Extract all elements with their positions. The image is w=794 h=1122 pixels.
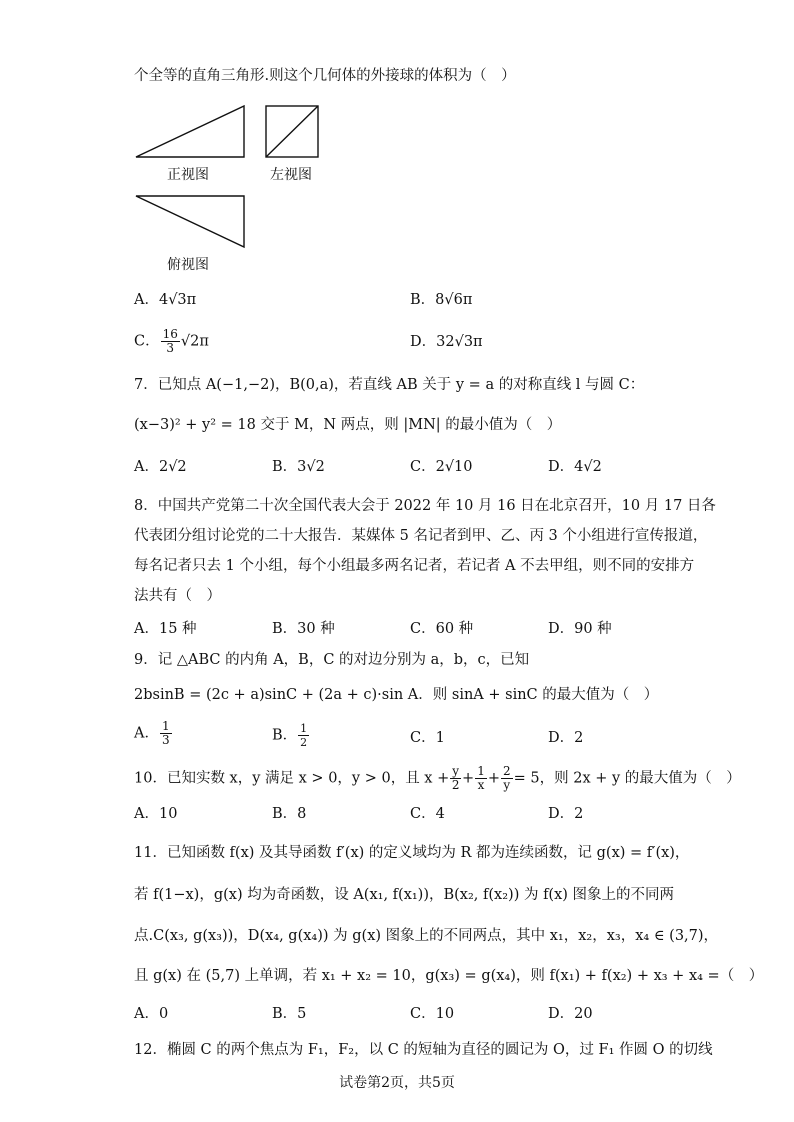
q10-option-a: A．10 [134, 806, 178, 822]
q8-option-c: C．60 种 [410, 621, 474, 637]
left-view-figure [264, 104, 320, 160]
q8-text-line4: 法共有（ ） [134, 588, 221, 604]
q8-text-line1: 8．中国共产党第二十次全国代表大会于 2022 年 10 月 16 日在北京召开，10 月 17 日各 [134, 498, 716, 514]
q8-option-d: D．90 种 [548, 621, 612, 637]
q9-option-a: A． $\frac{1}{3}$ [134, 719, 170, 747]
q11-text-line3: 点.C(x₃, g(x₃))，D(x₄, g(x₄)) 为 g(x) 图象上的不同两点，其中 x₁，x₂，x₃，x₄ ∈ (3,7)， [134, 928, 719, 944]
q12-text-line1: 12．椭圆 C 的两个焦点为 F₁，F₂，以 C 的短轴为直径的圆记为 O，过 F₁ 作圆 O 的切线 [134, 1042, 713, 1058]
q7-text-line2: (x−3)² + y² = 18 交于 M，N 两点，则 |MN| 的最小值为（ ） [134, 417, 562, 433]
q9-text-line2: 2bsinB = (2c + a)sinC + (2a + c)·sin A．则 sinA + sinC 的最大值为（ ） [134, 687, 659, 703]
page-footer: 试卷第2页，共5页 [339, 1075, 455, 1091]
q11-text-line4: 且 g(x) 在 (5,7) 上单调，若 x₁ + x₂ = 10，g(x₃) = g(x₄)，则 f(x₁) + f(x₂) + x₃ + x₄ =（ ） [134, 968, 764, 984]
top-view-caption: 俯视图 [167, 257, 209, 273]
q11-option-a: A．0 [134, 1006, 169, 1022]
q7-option-c: C．2√10 [410, 459, 473, 475]
q10-option-b: B．8 [272, 806, 307, 822]
q7-option-b: B．3√2 [272, 459, 325, 475]
q6-option-a: A．4√3π [134, 292, 197, 308]
q9-option-c: C．1 [410, 730, 445, 746]
q10-text: 10．已知实数 x，y 满足 x > 0，y > 0，且 x + $\frac{y}{2}$ + $\frac{1}{x}$ + $\frac{2}{y}$ = 5，则 2x + y 的最大值为（ ） [134, 764, 741, 792]
q11-option-d: D．20 [548, 1006, 593, 1022]
q6-option-b: B．8√6π [410, 292, 473, 308]
q11-text-line2: 若 f(1−x)，g(x) 均为奇函数，设 A(x₁, f(x₁))，B(x₂, f(x₂)) 为 f(x) 图象上的不同两 [134, 887, 675, 903]
q8-text-line3: 每名记者只去 1 个小组，每个小组最多两名记者，若记者 A 不去甲组，则不同的安排方 [134, 558, 695, 574]
front-view-figure [134, 104, 246, 160]
front-view-caption: 正视图 [167, 167, 209, 183]
q9-option-d: D．2 [548, 730, 584, 746]
q8-option-b: B．30 种 [272, 621, 335, 637]
q7-option-d: D．4√2 [548, 459, 602, 475]
q8-text-line2: 代表团分组讨论党的二十大报告．某媒体 5 名记者到甲、乙、丙 3 个小组进行宣传报道， [134, 528, 708, 544]
q8-option-a: A．15 种 [134, 621, 197, 637]
q7-option-a: A．2√2 [134, 459, 187, 475]
q6-option-d: D．32√3π [410, 334, 483, 350]
q9-text-line1: 9．记 △ABC 的内角 A，B，C 的对边分别为 a，b，c，已知 [134, 652, 530, 668]
q11-option-c: C．10 [410, 1006, 455, 1022]
q9-option-b: B． $\frac{1}{2}$ [272, 722, 308, 749]
left-view-caption: 左视图 [270, 167, 312, 183]
q6-text-tail: 个全等的直角三角形.则这个几何体的外接球的体积为（ ） [134, 68, 516, 84]
q7-text-line1: 7．已知点 A(−1,−2)，B(0,a)，若直线 AB 关于 y = a 的对称直线 l 与圆 C： [134, 377, 645, 393]
q10-option-d: D．2 [548, 806, 584, 822]
q6-option-c: C． $\frac{16}{3}$ √2π [134, 327, 209, 355]
q10-option-c: C．4 [410, 806, 445, 822]
q11-option-b: B．5 [272, 1006, 307, 1022]
q11-text-line1: 11．已知函数 f(x) 及其导函数 f′(x) 的定义域均为 R 都为连续函数，记 g(x) = f′(x)， [134, 845, 690, 861]
top-view-figure [134, 194, 246, 250]
